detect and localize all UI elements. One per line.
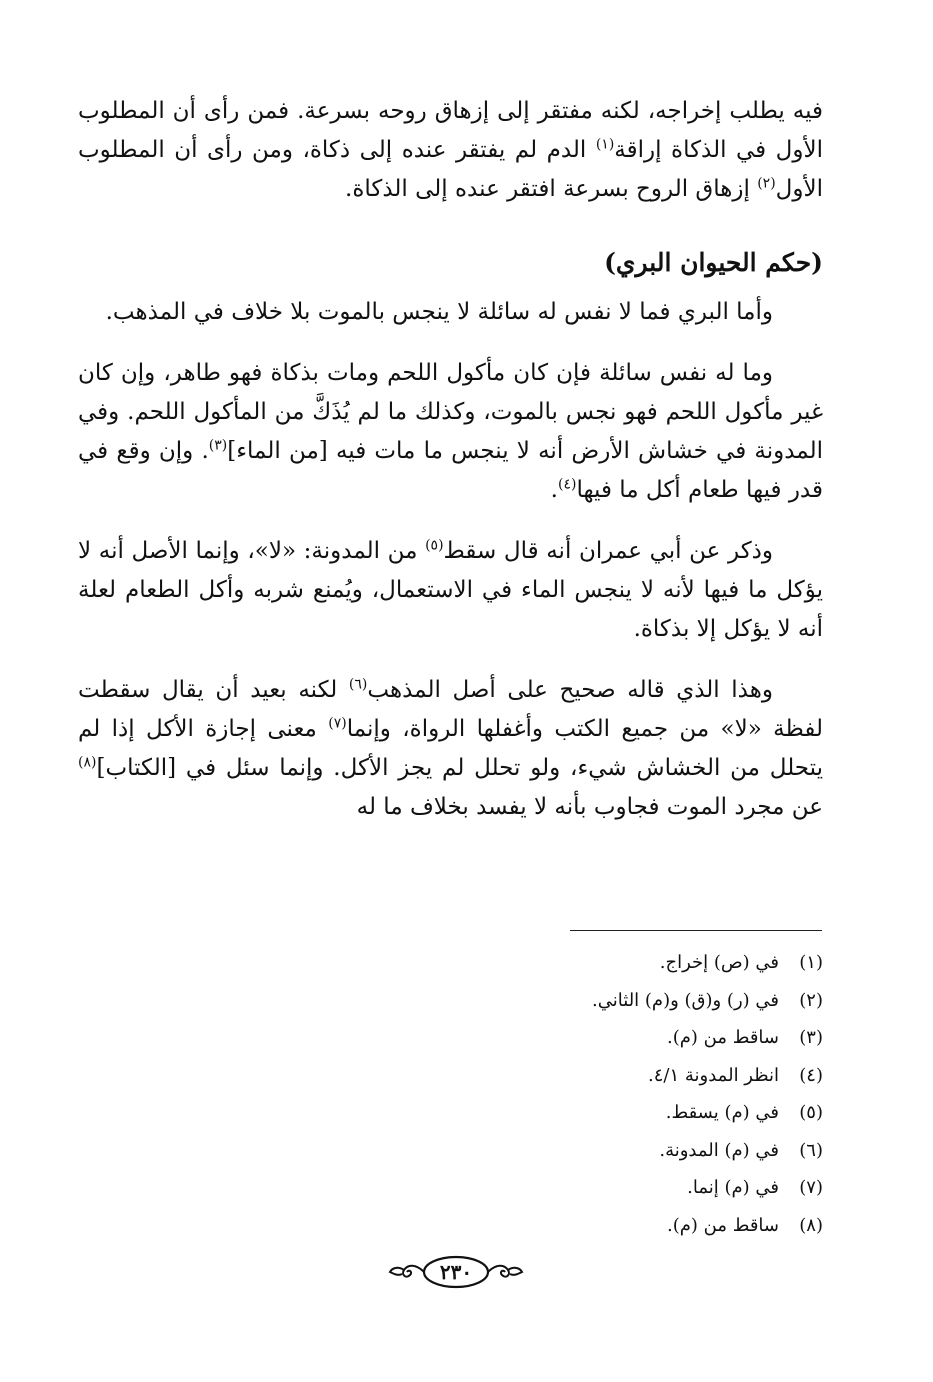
- paragraph-1: [78, 92, 823, 209]
- footnote-reference: (٣): [208, 437, 228, 454]
- text-run: .: [550, 477, 558, 503]
- footnote-text: ساقط من (م).: [667, 1027, 779, 1048]
- footnote-text: انظر المدونة ٤/١.: [648, 1064, 779, 1086]
- footnote-reference: (٧): [328, 715, 347, 732]
- footnote-text: ساقط من (م).: [667, 1214, 779, 1236]
- footnote-number: (٣): [799, 1027, 823, 1048]
- text-run: وهذا الذي قاله صحيح على أصل المذهب: [367, 677, 773, 703]
- footnote-text: في (ص) إخراج.: [659, 952, 779, 973]
- footnote-number: (١): [799, 952, 823, 973]
- text-run: معنى إجازة الأكل إذا لم يتحلل من الخشاش شيء، ولو تحلل لم يجز الأكل. وإنما سئل في [الكتاب]: [78, 716, 823, 781]
- footnote-reference: (١): [595, 136, 615, 153]
- footnote-number: (٢): [799, 989, 823, 1011]
- footnote: [323, 1169, 823, 1207]
- paragraph-4: [78, 532, 823, 649]
- footnote-reference: (٤): [557, 476, 577, 493]
- page-number-ornament: [386, 1254, 526, 1290]
- footnotes-list: [323, 944, 823, 1244]
- paragraph-5: [78, 671, 823, 827]
- footnote-text: في (ر) و(ق) و(م) الثاني.: [592, 989, 779, 1011]
- footnote: [323, 1019, 823, 1057]
- footnote-text: في (م) المدونة.: [659, 1139, 779, 1161]
- footnote-number: (٤): [799, 1064, 823, 1086]
- footnote: [323, 1057, 823, 1095]
- page-number: ٢٣٠: [439, 1260, 473, 1284]
- text-run: وذكر عن أبي عمران أنه قال سقط: [443, 538, 773, 564]
- footnote: [323, 1132, 823, 1170]
- text-run: وما له نفس سائلة فإن كان مأكول اللحم ومات بذكاة فهو طاهر، وإن كان غير مأكول اللحم فهو نجس بالموت، وكذلك ما لم يُذَكَّ من المأكول اللحم. وفي المدونة في خشاش الأرض أنه لا ينجس ما مات فيه [من الماء]: [78, 360, 824, 464]
- footnote: [323, 1207, 823, 1245]
- footnote-text: في (م) يسقط.: [665, 1102, 779, 1123]
- footnote-reference: (٦): [348, 676, 368, 693]
- footnote: [323, 1094, 823, 1132]
- footnote-number: (٥): [799, 1102, 823, 1123]
- footnote-reference: (٨): [78, 754, 97, 771]
- text-run: . وإن وقع في قدر فيها طعام أكل ما فيها: [78, 438, 823, 503]
- paragraph-2: [78, 293, 823, 332]
- text-run: لكنه بعيد أن يقال سقطت لفظة «لا» من جميع الكتب وأغفلها الرواة، وإنما: [78, 677, 823, 742]
- footnote-number: (٦): [799, 1139, 823, 1161]
- text-run: وأما البري فما لا نفس له سائلة لا ينجس بالموت بلا خلاف في المذهب.: [105, 299, 773, 325]
- text-run: من المدونة: «لا»، وإنما الأصل أنه لا يؤكل ما فيها لأنه لا ينجس الماء في الاستعمال، ويُمنع شربه وأكل الطعام لعلة أنه لا يؤكل إلا بذكاة.: [78, 538, 823, 642]
- footnote-number: (٧): [799, 1177, 823, 1198]
- text-run: فيه يطلب إخراجه، لكنه مفتقر إلى إزهاق روحه بسرعة. فمن رأى أن المطلوب الأول في الذكاة إراقة: [78, 98, 823, 163]
- text-run: الدم لم يفتقر عنده إلى ذكاة، ومن رأى أن المطلوب الأول: [78, 137, 823, 202]
- text-run: عن مجرد الموت فجاوب بأنه لا يفسد بخلاف ما له: [356, 794, 823, 820]
- footnote-number: (٨): [799, 1214, 823, 1236]
- main-text: [78, 92, 823, 849]
- text-run: إزهاق الروح بسرعة افتقر عنده إلى الذكاة.: [345, 176, 758, 202]
- footnote-reference: (٢): [757, 175, 776, 192]
- footnote-reference: (٥): [425, 537, 444, 554]
- footnote: [323, 982, 823, 1020]
- section-heading: (حكم الحيوان البري): [604, 248, 823, 277]
- footnote-separator: [570, 930, 822, 931]
- paragraph-3: [78, 354, 823, 510]
- footnote: [323, 944, 823, 982]
- footnote-text: في (م) إنما.: [687, 1177, 779, 1198]
